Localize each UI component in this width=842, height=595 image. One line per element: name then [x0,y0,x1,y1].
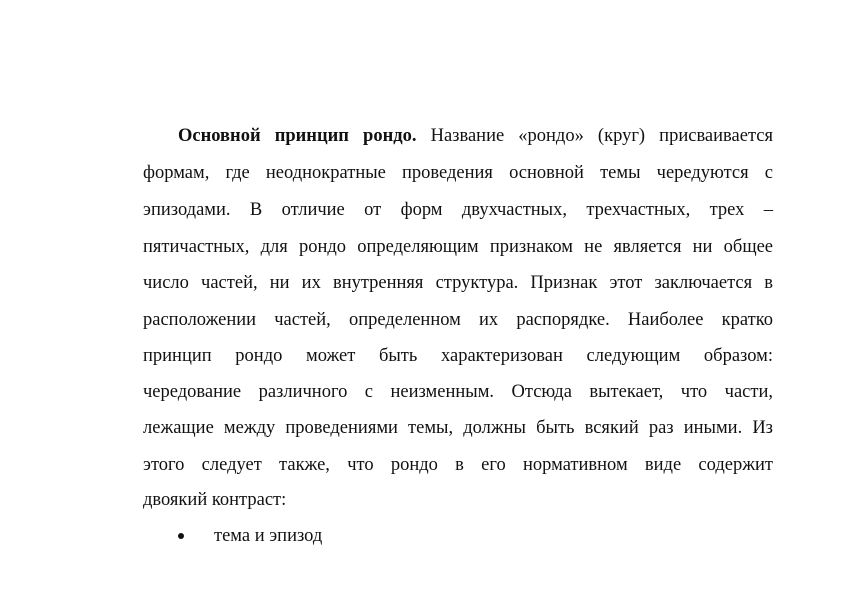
paragraph-line-11: двоякий контраст: [143,490,287,510]
bullet-dot-icon [178,533,184,539]
bullet-item-text: тема и эпизод [214,526,323,546]
paragraph-line-2: формам, где неоднократные проведения основной темы чередуются с [143,163,773,183]
paragraph-lead-bold: Основной принцип рондо. [178,126,417,146]
paragraph-line-3: эпизодами. В отличие от форм двухчастных, трехчастных, трех – [143,200,773,220]
paragraph-line-5: число частей, ни их внутренняя структура. Признак этот заключается в [143,273,773,293]
paragraph-line-4: пятичастных, для рондо определяющим признаком не является ни общее [143,237,773,257]
paragraph-line-6: расположении частей, определенном их распорядке. Наиболее кратко [143,310,773,330]
paragraph-line-1-text: Название «рондо» (круг) присваивается [416,126,773,146]
paragraph-line-1 [178,125,773,147]
paragraph-line-7: принцип рондо может быть характеризован следующим образом: [143,346,773,366]
paragraph-line-9: лежащие между проведениями темы, должны быть всякий раз иными. Из [143,418,773,438]
paragraph-line-10: этого следует также, что рондо в его нормативном виде содержит [143,455,773,475]
paragraph-line-8: чередование различного с неизменным. Отсюда вытекает, что части, [143,382,773,402]
